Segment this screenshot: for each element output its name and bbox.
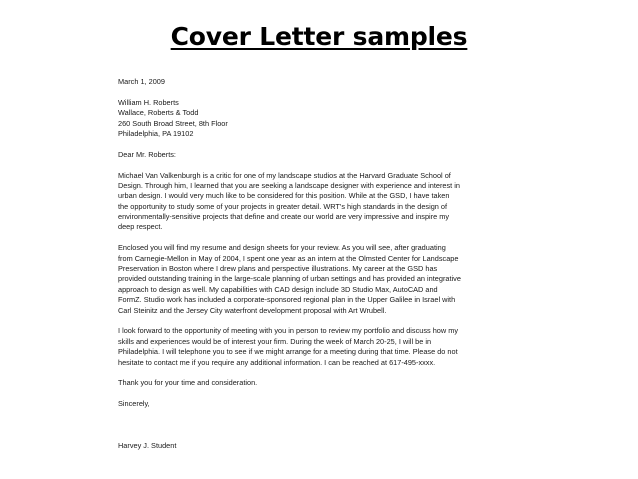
slide-title: Cover Letter samples — [170, 22, 468, 51]
paragraph-line: Thank you for your time and consideration. — [118, 378, 258, 388]
paragraph-line: skills and experiences would be of interest your firm. During the week of March 20-25, I will be in — [118, 336, 432, 346]
paragraph-line: provided outstanding training in the large-scale planning of urban settings and has provided an integrative — [118, 274, 461, 284]
paragraph-1 — [118, 171, 513, 233]
paragraph-line: I look forward to the opportunity of meeting with you in person to review my portfolio and discuss how my — [118, 326, 459, 336]
recipient-city: Philadelphia, PA 19102 — [118, 128, 194, 138]
paragraph-4 — [118, 378, 513, 388]
paragraph-line: urban design. I would very much like to be considered for this position. While at the GSD, I have taken — [118, 191, 450, 201]
paragraph-line: the opportunity to study some of your projects in greater detail. WRT's high standards in the design of — [118, 201, 448, 211]
paragraph-line: Carl Steinitz and the Jersey City waterfront development proposal with Art Wrubell. — [118, 305, 387, 315]
paragraph-line: FormZ. Studio work has included a corporate-sponsored regional plan in the Upper Galilee in Israel with — [118, 295, 456, 305]
paragraph-line: from Carnegie-Mellon in May of 2004, I spent one year as an intern at the Olmsted Center for Landscape — [118, 253, 459, 263]
closing: Sincerely, — [118, 399, 150, 409]
salutation: Dear Mr. Roberts: — [118, 149, 176, 159]
paragraph-line: deep respect. — [118, 222, 163, 232]
paragraph-2 — [118, 243, 513, 316]
recipient-company: Wallace, Roberts & Todd — [118, 108, 199, 118]
paragraph-line: Michael Van Valkenburgh is a critic for one of my landscape studios at the Harvard Graduate School of — [118, 170, 451, 180]
paragraph-line: hesitate to contact me if you require any additional information. I can be reached at 617-495-xxxx. — [118, 357, 436, 367]
paragraph-line: Preservation in Boston where I drew plans and perspective illustrations. My career at the GSD has — [118, 264, 438, 274]
paragraph-line: approach to design as well. My capabilities with CAD design include 3D Studio Max, AutoCAD and — [118, 284, 438, 294]
recipient-street: 260 South Broad Street, 8th Floor — [118, 118, 228, 128]
paragraph-3 — [118, 326, 513, 368]
cover-letter — [118, 77, 513, 451]
paragraph-line: Enclosed you will find my resume and design sheets for your review. As you will see, after graduating — [118, 243, 446, 253]
signature-name: Harvey J. Student — [118, 440, 177, 450]
recipient-name: William H. Roberts — [118, 97, 179, 107]
paragraph-line: Design. Through him, I learned that you are seeking a landscape designer with experience and interest in — [118, 180, 460, 190]
paragraph-line: environmentally-sensitive projects that define and create our world are very impressive and inspire my — [118, 212, 450, 222]
paragraph-line: Philadelphia. I will telephone you to see if we might arrange for a meeting during that time. Please do not — [118, 347, 458, 357]
recipient-address — [118, 98, 513, 140]
letter-date: March 1, 2009 — [118, 77, 165, 86]
